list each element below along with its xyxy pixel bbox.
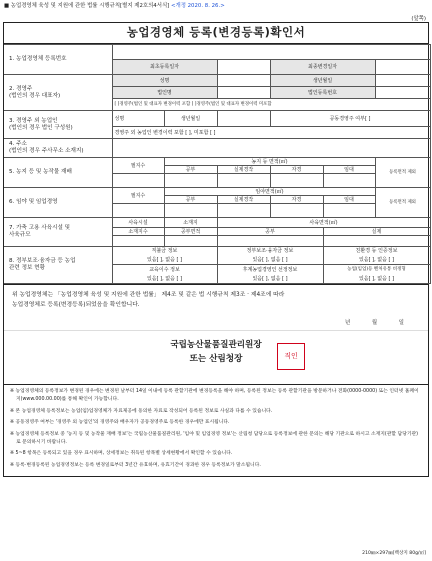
note-item: ※ 5~8 항목은 등록되고 있을 경우 표시하며, 상세정보는 취득된 항목별 상세현황에서 확인할 수 있습니다. [10,451,233,457]
education-yesno: 있음[ ], 없음 [ ] [112,275,217,284]
direct-payment-yesno: 있음[ ], 없음 [ ] [112,256,217,265]
eco-cert-label: 친환경 등 인증정보 [323,247,430,256]
s5-land-count-label: 필지수 [112,158,164,174]
recommend-yesno: 있음[ ], 없음 [ ] [217,275,323,284]
s6-rented-label: 임대 [323,196,375,204]
s5-area-header: 농지 등 면적(㎡) [164,158,375,166]
note-item: ※ 농업경영체 등록정보 중 '농지 등 및 농작물 재배 정보'는 국립농산물품질관리원, '임야 및 임업경영 정보'는 산림청 담당으로 등록정보에 관한 문의는 해당 기관으로 하시고 소재지(관할 담당기관)로 문의하시기 바랍니다. [10,431,418,445]
s5-self-value [270,174,323,188]
note-item: ※ 본 농업경영체 등록정보는 농업(임)업경영체가 자료제공에 동의한 자료로 작성되어 등록된 정보로 사실과 다를 수 있습니다. [10,408,273,414]
s7-label-line1: 7. 가축 고용 사육시설 및 [9,225,71,232]
s5-label: 5. 농지 등 및 농작물 재배 [4,158,112,188]
s5-exclusion-label: 등록면적 제외 [375,158,430,188]
s7-area-header: 사육면적(㎡) [217,218,430,228]
s7-public-value [217,236,323,247]
s6-land-count-value [112,204,164,218]
owner-birth-label: 생년월일 [270,75,375,87]
s5-public-value [164,174,217,188]
recommend-label: 후계농업경영인 선정정보 [217,265,323,275]
official-seal: 직인 [277,343,305,370]
s7-location-value [164,236,217,247]
member-history-note: 경영주 외 농업인 변경이력 포함 [ ], 미포함 [ ] [112,127,430,139]
last-change-date-value [375,60,430,75]
statement-line-2: 농업경영체로 등록(변경등록)되었음을 확인합니다. [12,301,140,308]
note-item: ※ 농업경영체의 등록정보가 변경된 경우에는 변경된 날부터 14일 이내에 등록 관할기관에 변경등록을 해야 하며, 등록된 정보는 등록 관할기관을 방문하거나 전화(0000-0000) 또는 인터넷 홈페이지(www.000.00.00)를 통해 확인이 가능합니다. [10,389,419,403]
s7-count-value [112,236,164,247]
notes-section [4,384,428,476]
s5-rented-label: 임대 [323,166,375,174]
law-prefix: ■ 농업경영체 육성 및 지원에 관한 법률 시행규칙[별지 제2호의4서식] [4,3,170,9]
issue-date: 년 월 일 [344,319,404,326]
form-table [4,44,431,284]
issuer-line-2: 또는 산림청장 [189,353,243,364]
s6-rented-value [323,204,375,218]
page-side-label: (앞쪽) [411,16,426,22]
s7-label-line2: 사육규모 [9,232,31,238]
note-item: ※ 등록·변경등록된 농업경영정보는 등록 변경일로부터 3년간 유효하며, 유효기간이 경과한 경우 등록정보가 말소됩니다. [10,462,261,468]
confirmation-statement [4,284,428,330]
statement-line-1: 위 농업경영체는 「농업경영체 육성 및 지원에 관한 법률」 제4조 및 같은 법 시행규칙 제3조 · 제4조에 따라 [12,292,285,298]
s4-label [4,139,112,158]
s2-label-line2: (법인의 경우 대표자) [9,92,61,99]
s7-actual-label: 실제 [323,228,430,236]
corp-reg-label: 법인등록번호 [270,87,375,99]
issuer-name [4,339,428,367]
s3-label-line2: (법인의 경우 법인 구성원) [9,124,73,131]
s6-exclusion-label: 등록면적 제외 [375,188,430,218]
first-reg-date-label: 최초등록일자 [112,60,217,75]
s6-area-header: 임야면적(㎡) [164,188,375,196]
corp-name-value [217,87,270,99]
issuer-block [4,330,428,384]
s2-label [4,75,112,111]
form-title: 농업경영체 등록(변경등록)확인서 [4,23,428,44]
owner-birth-value [375,75,430,87]
note-item: ※ 공동경영주 여부는 '경영주 외 농업인'의 경영주와 배우자가 공동경영주로 등록한 경우에만 표시됩니다. [10,420,230,426]
s7-location-label: 소재지 [164,218,217,228]
paper-spec: 210㎜×297㎜[백상지 80g/㎡] [362,551,426,556]
s4-label-line2: (법인의 경우 주사무소 소재지) [9,148,84,154]
direct-payment-label: 직불금 정보 [112,247,217,256]
member-birth-value [217,111,270,127]
member-birth-label: 생년월일 [164,111,217,127]
eco-cert-yesno: 있음[ ], 없음 [ ] [323,256,430,265]
s8-label [4,247,112,284]
s8-label-line2: 관련 정보 현황 [9,265,45,271]
s5-public-label: 공부 [164,166,217,174]
s5-actual-value [217,174,270,188]
revision-date: <개정 2020. 8. 26.> [170,3,225,9]
s2-label-line1: 2. 경영주 [9,85,33,92]
s6-land-count-label: 필지수 [112,188,164,204]
subsidy-yesno: 있음[ ], 없음 [ ] [217,256,323,265]
s6-public-label: 공부 [164,196,217,204]
education-label: 교육이수 정보 [112,265,217,275]
s6-label: 6. 임야 및 임업경영 [4,188,112,218]
owner-name-value [217,75,270,87]
s7-facility-count-label: 사육시설 [112,218,164,228]
address-value [112,139,430,158]
joint-owner-flag: 공동경영주 여부[ ] [270,111,430,127]
s5-rented-value [323,174,375,188]
corp-name-label: 법인명 [112,87,217,99]
s3-label-line1: 3. 경영주 외 농업인 [9,117,58,124]
s7-public-area-label: 공부면적 [164,228,217,236]
s5-self-label: 자경 [270,166,323,174]
venture-yesno: 있음[ ], 없음 [ ] [323,275,430,284]
law-reference [4,3,225,9]
s1-label: 1. 농업경영체 등록번호 [4,45,112,75]
reg-number-field [112,45,430,60]
s7-actual-value [323,236,430,247]
owner-history-note: [ ]경영주(법인 및 대표자 변경이력 포함 [ ]경영주(법인 및 대표자 변경이력 미포함 [112,99,430,111]
s7-public-label: 공부 [217,228,323,236]
s8-label-line1: 8. 정부보조·융자금 등 농업 [9,258,76,265]
s7-label [4,218,112,247]
corp-reg-value [375,87,430,99]
venture-label: 농업(임업)등 벤처유통 비정형 [323,265,430,275]
owner-name-label: 성명 [112,75,217,87]
s6-self-label: 자경 [270,196,323,204]
s6-self-value [270,204,323,218]
issuer-line-1: 국립농산물품질관리원장 [170,340,262,350]
confirmation-form [3,22,429,477]
s6-actual-label: 실제경작 [217,196,270,204]
s5-actual-label: 실제경작 [217,166,270,174]
member-name-label: 성명 [112,111,164,127]
s7-owner-count-label: 소재지수 [112,228,164,236]
s3-label [4,111,112,139]
first-reg-date-value [217,60,270,75]
s6-actual-value [217,204,270,218]
subsidy-label: 정부보조·융자금 정보 [217,247,323,256]
s4-label-line1: 4. 주소 [9,141,27,148]
s5-land-count-value [112,174,164,188]
s6-public-value [164,204,217,218]
last-change-date-label: 최종변경일자 [270,60,375,75]
